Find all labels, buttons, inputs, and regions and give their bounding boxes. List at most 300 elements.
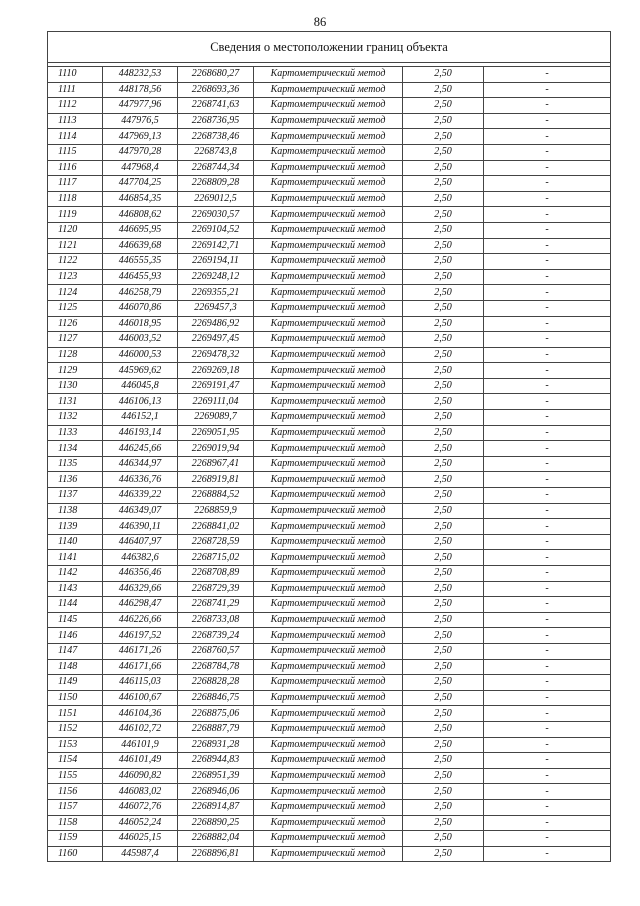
accuracy-cell: 2,50 bbox=[403, 768, 484, 784]
x-coordinate-cell: 448232,53 bbox=[103, 67, 178, 82]
accuracy-cell: 2,50 bbox=[403, 799, 484, 815]
x-coordinate-cell: 446018,95 bbox=[103, 316, 178, 332]
point-number-cell: 1143 bbox=[48, 581, 103, 597]
y-coordinate-cell: 2268809,28 bbox=[178, 176, 254, 192]
accuracy-cell: 2,50 bbox=[403, 363, 484, 379]
x-coordinate-cell: 446407,97 bbox=[103, 534, 178, 550]
accuracy-cell: 2,50 bbox=[403, 98, 484, 114]
accuracy-cell: 2,50 bbox=[403, 160, 484, 176]
x-coordinate-cell: 446298,47 bbox=[103, 597, 178, 613]
method-cell: Картометрический метод bbox=[254, 581, 403, 597]
y-coordinate-cell: 2268680,27 bbox=[178, 67, 254, 82]
y-coordinate-cell: 2269019,94 bbox=[178, 441, 254, 457]
accuracy-cell: 2,50 bbox=[403, 378, 484, 394]
accuracy-cell: 2,50 bbox=[403, 144, 484, 160]
accuracy-cell: 2,50 bbox=[403, 176, 484, 192]
y-coordinate-cell: 2268946,06 bbox=[178, 784, 254, 800]
method-cell: Картометрический метод bbox=[254, 846, 403, 861]
table-row bbox=[48, 425, 610, 441]
table-row bbox=[48, 643, 610, 659]
method-cell: Картометрический метод bbox=[254, 378, 403, 394]
note-cell: - bbox=[484, 67, 611, 82]
table-row bbox=[48, 612, 610, 628]
y-coordinate-cell: 2269089,7 bbox=[178, 410, 254, 426]
accuracy-cell: 2,50 bbox=[403, 675, 484, 691]
method-cell: Картометрический метод bbox=[254, 659, 403, 675]
point-number-cell: 1121 bbox=[48, 238, 103, 254]
table-row bbox=[48, 98, 610, 114]
x-coordinate-cell: 446104,36 bbox=[103, 706, 178, 722]
point-number-cell: 1158 bbox=[48, 815, 103, 831]
note-cell: - bbox=[484, 721, 611, 737]
note-cell: - bbox=[484, 566, 611, 582]
x-coordinate-cell: 446349,07 bbox=[103, 503, 178, 519]
point-number-cell: 1137 bbox=[48, 488, 103, 504]
accuracy-cell: 2,50 bbox=[403, 269, 484, 285]
x-coordinate-cell: 446695,95 bbox=[103, 222, 178, 238]
coordinates-table-body bbox=[48, 67, 610, 861]
accuracy-cell: 2,50 bbox=[403, 831, 484, 847]
accuracy-cell: 2,50 bbox=[403, 456, 484, 472]
x-coordinate-cell: 446197,52 bbox=[103, 628, 178, 644]
method-cell: Картометрический метод bbox=[254, 144, 403, 160]
point-number-cell: 1134 bbox=[48, 441, 103, 457]
accuracy-cell: 2,50 bbox=[403, 316, 484, 332]
y-coordinate-cell: 2268743,8 bbox=[178, 144, 254, 160]
table-row bbox=[48, 753, 610, 769]
note-cell: - bbox=[484, 347, 611, 363]
method-cell: Картометрический метод bbox=[254, 706, 403, 722]
method-cell: Картометрический метод bbox=[254, 503, 403, 519]
point-number-cell: 1140 bbox=[48, 534, 103, 550]
note-cell: - bbox=[484, 191, 611, 207]
method-cell: Картометрический метод bbox=[254, 394, 403, 410]
method-cell: Картометрический метод bbox=[254, 82, 403, 98]
y-coordinate-cell: 2268739,24 bbox=[178, 628, 254, 644]
x-coordinate-cell: 446045,8 bbox=[103, 378, 178, 394]
note-cell: - bbox=[484, 207, 611, 223]
note-cell: - bbox=[484, 768, 611, 784]
method-cell: Картометрический метод bbox=[254, 129, 403, 145]
x-coordinate-cell: 446193,14 bbox=[103, 425, 178, 441]
table-row bbox=[48, 550, 610, 566]
table-row bbox=[48, 721, 610, 737]
y-coordinate-cell: 2268859,9 bbox=[178, 503, 254, 519]
x-coordinate-cell: 446344,97 bbox=[103, 456, 178, 472]
point-number-cell: 1132 bbox=[48, 410, 103, 426]
method-cell: Картометрический метод bbox=[254, 207, 403, 223]
note-cell: - bbox=[484, 675, 611, 691]
point-number-cell: 1136 bbox=[48, 472, 103, 488]
table-row bbox=[48, 706, 610, 722]
y-coordinate-cell: 2268896,81 bbox=[178, 846, 254, 861]
accuracy-cell: 2,50 bbox=[403, 628, 484, 644]
x-coordinate-cell: 446052,24 bbox=[103, 815, 178, 831]
y-coordinate-cell: 2269248,12 bbox=[178, 269, 254, 285]
note-cell: - bbox=[484, 394, 611, 410]
accuracy-cell: 2,50 bbox=[403, 300, 484, 316]
note-cell: - bbox=[484, 363, 611, 379]
y-coordinate-cell: 2269355,21 bbox=[178, 285, 254, 301]
point-number-cell: 1157 bbox=[48, 799, 103, 815]
method-cell: Картометрический метод bbox=[254, 269, 403, 285]
point-number-cell: 1135 bbox=[48, 456, 103, 472]
table-row bbox=[48, 254, 610, 270]
table-row bbox=[48, 316, 610, 332]
method-cell: Картометрический метод bbox=[254, 831, 403, 847]
method-cell: Картометрический метод bbox=[254, 410, 403, 426]
note-cell: - bbox=[484, 98, 611, 114]
accuracy-cell: 2,50 bbox=[403, 784, 484, 800]
note-cell: - bbox=[484, 581, 611, 597]
x-coordinate-cell: 446000,53 bbox=[103, 347, 178, 363]
note-cell: - bbox=[484, 784, 611, 800]
table-row bbox=[48, 285, 610, 301]
y-coordinate-cell: 2269478,32 bbox=[178, 347, 254, 363]
x-coordinate-cell: 446854,35 bbox=[103, 191, 178, 207]
table-row bbox=[48, 581, 610, 597]
point-number-cell: 1130 bbox=[48, 378, 103, 394]
accuracy-cell: 2,50 bbox=[403, 113, 484, 129]
x-coordinate-cell: 446245,66 bbox=[103, 441, 178, 457]
x-coordinate-cell: 446025,15 bbox=[103, 831, 178, 847]
x-coordinate-cell: 446152,1 bbox=[103, 410, 178, 426]
y-coordinate-cell: 2268741,63 bbox=[178, 98, 254, 114]
x-coordinate-cell: 447977,96 bbox=[103, 98, 178, 114]
x-coordinate-cell: 446101,49 bbox=[103, 753, 178, 769]
table-row bbox=[48, 160, 610, 176]
method-cell: Картометрический метод bbox=[254, 160, 403, 176]
note-cell: - bbox=[484, 519, 611, 535]
y-coordinate-cell: 2268741,29 bbox=[178, 597, 254, 613]
note-cell: - bbox=[484, 737, 611, 753]
table-row bbox=[48, 113, 610, 129]
method-cell: Картометрический метод bbox=[254, 441, 403, 457]
y-coordinate-cell: 2269497,45 bbox=[178, 332, 254, 348]
note-cell: - bbox=[484, 597, 611, 613]
point-number-cell: 1153 bbox=[48, 737, 103, 753]
x-coordinate-cell: 446115,03 bbox=[103, 675, 178, 691]
point-number-cell: 1160 bbox=[48, 846, 103, 861]
method-cell: Картометрический метод bbox=[254, 799, 403, 815]
point-number-cell: 1159 bbox=[48, 831, 103, 847]
note-cell: - bbox=[484, 472, 611, 488]
accuracy-cell: 2,50 bbox=[403, 238, 484, 254]
y-coordinate-cell: 2269012,5 bbox=[178, 191, 254, 207]
x-coordinate-cell: 446090,82 bbox=[103, 768, 178, 784]
y-coordinate-cell: 2268738,46 bbox=[178, 129, 254, 145]
method-cell: Картометрический метод bbox=[254, 456, 403, 472]
table-row bbox=[48, 67, 610, 82]
y-coordinate-cell: 2269111,04 bbox=[178, 394, 254, 410]
table-row bbox=[48, 675, 610, 691]
point-number-cell: 1154 bbox=[48, 753, 103, 769]
x-coordinate-cell: 447976,5 bbox=[103, 113, 178, 129]
note-cell: - bbox=[484, 176, 611, 192]
y-coordinate-cell: 2268693,36 bbox=[178, 82, 254, 98]
table-row bbox=[48, 566, 610, 582]
point-number-cell: 1138 bbox=[48, 503, 103, 519]
point-number-cell: 1152 bbox=[48, 721, 103, 737]
method-cell: Картометрический метод bbox=[254, 784, 403, 800]
y-coordinate-cell: 2268919,81 bbox=[178, 472, 254, 488]
x-coordinate-cell: 446003,52 bbox=[103, 332, 178, 348]
table-row bbox=[48, 144, 610, 160]
y-coordinate-cell: 2268890,25 bbox=[178, 815, 254, 831]
table-row bbox=[48, 378, 610, 394]
accuracy-cell: 2,50 bbox=[403, 441, 484, 457]
accuracy-cell: 2,50 bbox=[403, 332, 484, 348]
table-row bbox=[48, 456, 610, 472]
y-coordinate-cell: 2269194,11 bbox=[178, 254, 254, 270]
note-cell: - bbox=[484, 643, 611, 659]
table-row bbox=[48, 441, 610, 457]
table-row bbox=[48, 191, 610, 207]
accuracy-cell: 2,50 bbox=[403, 846, 484, 861]
method-cell: Картометрический метод bbox=[254, 67, 403, 82]
point-number-cell: 1123 bbox=[48, 269, 103, 285]
accuracy-cell: 2,50 bbox=[403, 503, 484, 519]
note-cell: - bbox=[484, 144, 611, 160]
method-cell: Картометрический метод bbox=[254, 519, 403, 535]
x-coordinate-cell: 446336,76 bbox=[103, 472, 178, 488]
note-cell: - bbox=[484, 753, 611, 769]
table-row bbox=[48, 597, 610, 613]
y-coordinate-cell: 2268931,28 bbox=[178, 737, 254, 753]
x-coordinate-cell: 446390,11 bbox=[103, 519, 178, 535]
accuracy-cell: 2,50 bbox=[403, 254, 484, 270]
accuracy-cell: 2,50 bbox=[403, 82, 484, 98]
accuracy-cell: 2,50 bbox=[403, 581, 484, 597]
sheet-title: Сведения о местоположении границ объекта bbox=[48, 32, 610, 63]
method-cell: Картометрический метод bbox=[254, 628, 403, 644]
table-row bbox=[48, 410, 610, 426]
point-number-cell: 1125 bbox=[48, 300, 103, 316]
point-number-cell: 1113 bbox=[48, 113, 103, 129]
point-number-cell: 1127 bbox=[48, 332, 103, 348]
accuracy-cell: 2,50 bbox=[403, 207, 484, 223]
point-number-cell: 1120 bbox=[48, 222, 103, 238]
method-cell: Картометрический метод bbox=[254, 643, 403, 659]
method-cell: Картометрический метод bbox=[254, 363, 403, 379]
note-cell: - bbox=[484, 269, 611, 285]
x-coordinate-cell: 446101,9 bbox=[103, 737, 178, 753]
y-coordinate-cell: 2269030,57 bbox=[178, 207, 254, 223]
method-cell: Картометрический метод bbox=[254, 332, 403, 348]
point-number-cell: 1122 bbox=[48, 254, 103, 270]
y-coordinate-cell: 2268846,75 bbox=[178, 690, 254, 706]
accuracy-cell: 2,50 bbox=[403, 534, 484, 550]
table-row bbox=[48, 768, 610, 784]
point-number-cell: 1149 bbox=[48, 675, 103, 691]
table-row bbox=[48, 519, 610, 535]
note-cell: - bbox=[484, 815, 611, 831]
accuracy-cell: 2,50 bbox=[403, 706, 484, 722]
x-coordinate-cell: 446555,35 bbox=[103, 254, 178, 270]
point-number-cell: 1128 bbox=[48, 347, 103, 363]
accuracy-cell: 2,50 bbox=[403, 721, 484, 737]
method-cell: Картометрический метод bbox=[254, 612, 403, 628]
y-coordinate-cell: 2268733,08 bbox=[178, 612, 254, 628]
method-cell: Картометрический метод bbox=[254, 488, 403, 504]
note-cell: - bbox=[484, 441, 611, 457]
table-row bbox=[48, 347, 610, 363]
table-row bbox=[48, 659, 610, 675]
table-row bbox=[48, 332, 610, 348]
point-number-cell: 1131 bbox=[48, 394, 103, 410]
note-cell: - bbox=[484, 534, 611, 550]
accuracy-cell: 2,50 bbox=[403, 425, 484, 441]
table-row bbox=[48, 737, 610, 753]
x-coordinate-cell: 446171,26 bbox=[103, 643, 178, 659]
y-coordinate-cell: 2268884,52 bbox=[178, 488, 254, 504]
point-number-cell: 1145 bbox=[48, 612, 103, 628]
x-coordinate-cell: 446356,46 bbox=[103, 566, 178, 582]
accuracy-cell: 2,50 bbox=[403, 737, 484, 753]
table-row bbox=[48, 394, 610, 410]
point-number-cell: 1148 bbox=[48, 659, 103, 675]
accuracy-cell: 2,50 bbox=[403, 191, 484, 207]
table-row bbox=[48, 300, 610, 316]
y-coordinate-cell: 2268760,57 bbox=[178, 643, 254, 659]
point-number-cell: 1142 bbox=[48, 566, 103, 582]
x-coordinate-cell: 446639,68 bbox=[103, 238, 178, 254]
point-number-cell: 1124 bbox=[48, 285, 103, 301]
note-cell: - bbox=[484, 332, 611, 348]
note-cell: - bbox=[484, 456, 611, 472]
accuracy-cell: 2,50 bbox=[403, 222, 484, 238]
note-cell: - bbox=[484, 799, 611, 815]
point-number-cell: 1156 bbox=[48, 784, 103, 800]
boundary-sheet bbox=[47, 31, 611, 862]
point-number-cell: 1111 bbox=[48, 82, 103, 98]
accuracy-cell: 2,50 bbox=[403, 753, 484, 769]
point-number-cell: 1150 bbox=[48, 690, 103, 706]
page-number: 86 bbox=[313, 15, 327, 29]
y-coordinate-cell: 2268887,79 bbox=[178, 721, 254, 737]
method-cell: Картометрический метод bbox=[254, 347, 403, 363]
x-coordinate-cell: 446100,67 bbox=[103, 690, 178, 706]
accuracy-cell: 2,50 bbox=[403, 597, 484, 613]
accuracy-cell: 2,50 bbox=[403, 612, 484, 628]
coordinates-table bbox=[48, 67, 610, 861]
accuracy-cell: 2,50 bbox=[403, 659, 484, 675]
method-cell: Картометрический метод bbox=[254, 737, 403, 753]
note-cell: - bbox=[484, 612, 611, 628]
y-coordinate-cell: 2269486,92 bbox=[178, 316, 254, 332]
table-row bbox=[48, 363, 610, 379]
accuracy-cell: 2,50 bbox=[403, 690, 484, 706]
x-coordinate-cell: 446102,72 bbox=[103, 721, 178, 737]
note-cell: - bbox=[545, 847, 549, 859]
x-coordinate-cell: 446106,13 bbox=[103, 394, 178, 410]
table-row bbox=[48, 799, 610, 815]
y-coordinate-cell: 2268708,89 bbox=[178, 566, 254, 582]
method-cell: Картометрический метод bbox=[254, 566, 403, 582]
y-coordinate-cell: 2268841,02 bbox=[178, 519, 254, 535]
x-coordinate-cell: 445969,62 bbox=[103, 363, 178, 379]
note-cell: - bbox=[484, 628, 611, 644]
y-coordinate-cell: 2268828,28 bbox=[178, 675, 254, 691]
note-cell: - bbox=[484, 425, 611, 441]
point-number-cell: 1126 bbox=[48, 316, 103, 332]
x-coordinate-cell: 446329,66 bbox=[103, 581, 178, 597]
table-row bbox=[48, 534, 610, 550]
table-row bbox=[48, 207, 610, 223]
point-number-cell: 1119 bbox=[48, 207, 103, 223]
y-coordinate-cell: 2268944,83 bbox=[178, 753, 254, 769]
x-coordinate-cell: 446070,86 bbox=[103, 300, 178, 316]
point-number-cell: 1147 bbox=[48, 643, 103, 659]
accuracy-cell: 2,50 bbox=[403, 394, 484, 410]
accuracy-cell: 2,50 bbox=[403, 285, 484, 301]
note-cell: - bbox=[484, 82, 611, 98]
method-cell: Картометрический метод bbox=[254, 472, 403, 488]
method-cell: Картометрический метод bbox=[254, 222, 403, 238]
x-coordinate-cell: 447704,25 bbox=[103, 176, 178, 192]
x-coordinate-cell: 446258,79 bbox=[103, 285, 178, 301]
x-coordinate-cell: 446072,76 bbox=[103, 799, 178, 815]
accuracy-cell: 2,50 bbox=[403, 129, 484, 145]
table-row bbox=[48, 784, 610, 800]
y-coordinate-cell: 2268951,39 bbox=[178, 768, 254, 784]
note-cell: - bbox=[484, 316, 611, 332]
method-cell: Картометрический метод bbox=[254, 285, 403, 301]
method-cell: Картометрический метод bbox=[254, 690, 403, 706]
accuracy-cell: 2,50 bbox=[403, 566, 484, 582]
note-cell: - bbox=[484, 831, 611, 847]
note-cell: - bbox=[484, 160, 611, 176]
method-cell: Картометрический метод bbox=[254, 191, 403, 207]
note-cell: - bbox=[484, 659, 611, 675]
x-coordinate-cell: 448178,56 bbox=[103, 82, 178, 98]
table-row bbox=[48, 831, 610, 847]
x-coordinate-cell: 447969,13 bbox=[103, 129, 178, 145]
x-coordinate-cell: 447968,4 bbox=[103, 160, 178, 176]
note-cell: - bbox=[484, 410, 611, 426]
point-number-cell: 1117 bbox=[48, 176, 103, 192]
note-cell: - bbox=[484, 488, 611, 504]
x-coordinate-cell: 446226,66 bbox=[103, 612, 178, 628]
point-number-cell: 1133 bbox=[48, 425, 103, 441]
note-cell: - bbox=[484, 254, 611, 270]
x-coordinate-cell: 446455,93 bbox=[103, 269, 178, 285]
table-row bbox=[48, 129, 610, 145]
y-coordinate-cell: 2268728,59 bbox=[178, 534, 254, 550]
table-row bbox=[48, 690, 610, 706]
y-coordinate-cell: 2269104,52 bbox=[178, 222, 254, 238]
note-cell: - bbox=[484, 222, 611, 238]
point-number-cell: 1146 bbox=[48, 628, 103, 644]
y-coordinate-cell: 2268736,95 bbox=[178, 113, 254, 129]
note-cell: - bbox=[484, 690, 611, 706]
table-row bbox=[48, 846, 610, 861]
point-number-cell: 1144 bbox=[48, 597, 103, 613]
point-number-cell: 1116 bbox=[48, 160, 103, 176]
method-cell: Картометрический метод bbox=[254, 113, 403, 129]
x-coordinate-cell: 446339,22 bbox=[103, 488, 178, 504]
method-cell: Картометрический метод bbox=[254, 815, 403, 831]
point-number-cell: 1151 bbox=[48, 706, 103, 722]
y-coordinate-cell: 2268882,04 bbox=[178, 831, 254, 847]
accuracy-cell: 2,50 bbox=[403, 815, 484, 831]
method-cell: Картометрический метод bbox=[254, 316, 403, 332]
accuracy-cell: 2,50 bbox=[403, 67, 484, 82]
accuracy-cell: 2,50 bbox=[403, 488, 484, 504]
note-cell: - bbox=[484, 550, 611, 566]
point-number-cell: 1110 bbox=[48, 67, 103, 82]
accuracy-cell: 2,50 bbox=[403, 550, 484, 566]
